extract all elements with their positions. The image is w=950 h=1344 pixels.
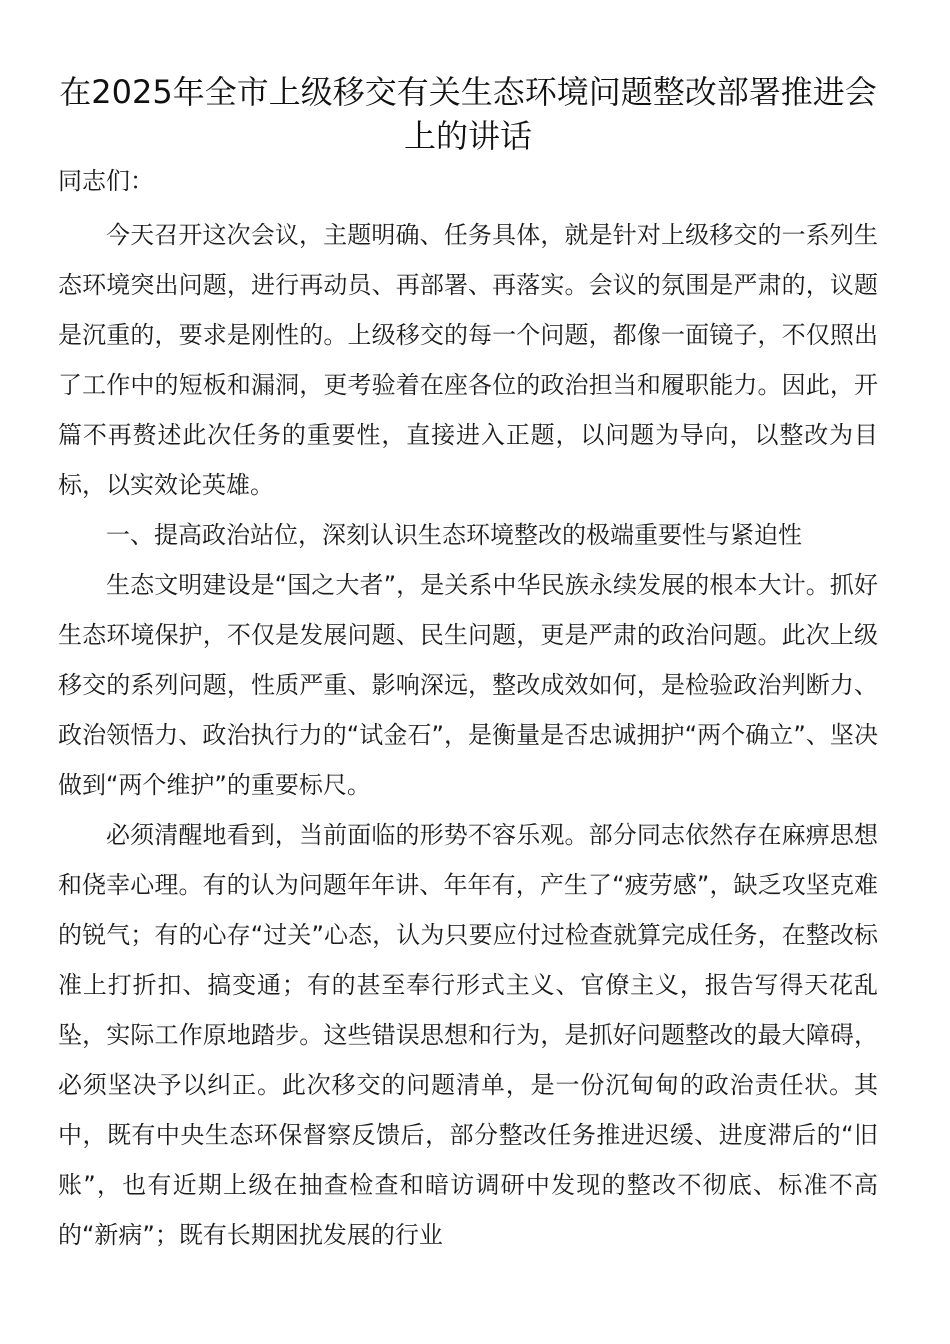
document-page (58, 70, 878, 1260)
document-title: 在2025年全市上级移交有关生态环境问题整改部署推进会上的讲话 (59, 73, 877, 155)
salutation: 同志们： (58, 167, 154, 195)
paragraph-section-2: 必须清醒地看到，当前面临的形势不容乐观。部分同志依然存在麻痹思想和侥幸心理。有的认为问题年年讲、年年有，产生了“疲劳感”，缺乏攻坚克难的锐气；有的心存“过关”心态，认为只要应付过检查就算完成任务，在整改标准上打折扣、搞变通；有的甚至奉行形式主义、官僚主义，报告写得天花乱坠，实际工作原地踏步。这些错误思想和行为，是抓好问题整改的最大障碍，必须坚决予以纠正。此次移交的问题清单，是一份沉甸甸的政治责任状。其中，既有中央生态环保督察反馈后，部分整改任务推进迟缓、进度滞后的“旧账”，也有近期上级在抽查检查和暗访调研中发现的整改不彻底、标准不高的“新病”；既有长期困扰发展的行业 (58, 821, 878, 1249)
section-heading: 一、提高政治站位，深刻认识生态环境整改的极端重要性与紧迫性 (106, 521, 802, 549)
paragraph-intro: 今天召开这次会议，主题明确、任务具体，就是针对上级移交的一系列生态环境突出问题，进行再动员、再部署、再落实。会议的氛围是严肃的，议题是沉重的，要求是刚性的。上级移交的每一个问题，都像一面镜子，不仅照出了工作中的短板和漏洞，更考验着在座各位的政治担当和履职能力。因此，开篇不再赘述此次任务的重要性，直接进入正题，以问题为导向，以整改为目标，以实效论英雄。 (58, 221, 878, 499)
paragraph-section-1: 生态文明建设是“国之大者”，是关系中华民族永续发展的根本大计。抓好生态环境保护，不仅是发展问题、民生问题，更是严肃的政治问题。此次上级移交的系列问题，性质严重、影响深远，整改成效如何，是检验政治判断力、政治领悟力、政治执行力的“试金石”，是衡量是否忠诚拥护“两个确立”、坚决做到“两个维护”的重要标尺。 (58, 571, 878, 799)
